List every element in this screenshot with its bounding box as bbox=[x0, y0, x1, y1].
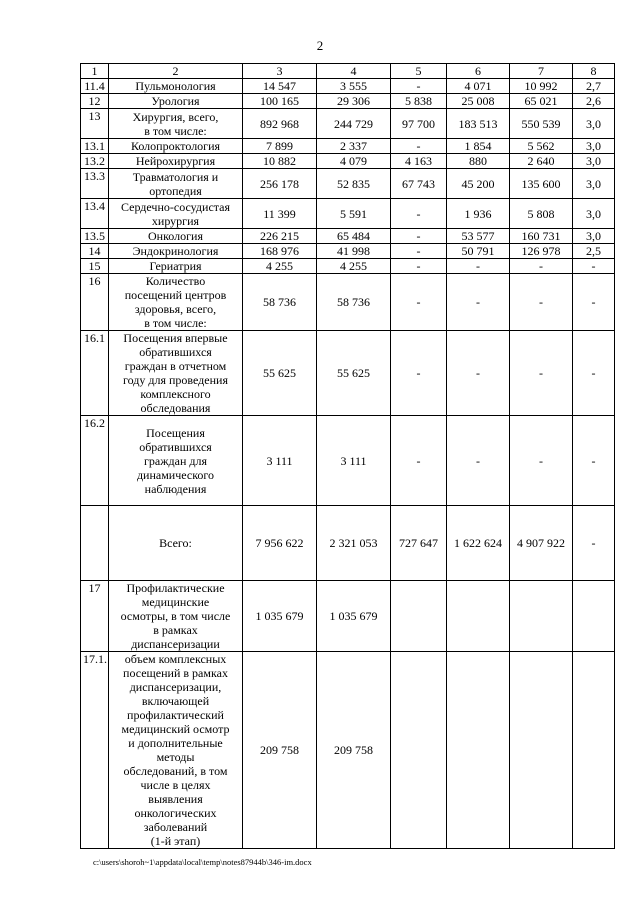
row-number-cell: 16 bbox=[81, 274, 109, 331]
value-cell: - bbox=[391, 244, 447, 259]
row-label-cell: Посещения впервые обратившихся граждан в отчетном году для проведения комплексного обследования bbox=[109, 331, 243, 416]
value-cell: 3,0 bbox=[573, 154, 615, 169]
row-number-cell: 17.1. bbox=[81, 652, 109, 849]
row-number-cell: 13.1 bbox=[81, 139, 109, 154]
row-label-cell: Колопроктология bbox=[109, 139, 243, 154]
value-cell: - bbox=[573, 274, 615, 331]
value-cell: - bbox=[573, 259, 615, 274]
row-number-cell: 12 bbox=[81, 94, 109, 109]
value-cell: 4 255 bbox=[243, 259, 317, 274]
value-cell: 3,0 bbox=[573, 169, 615, 199]
value-cell: 160 731 bbox=[510, 229, 573, 244]
value-cell: 2 640 bbox=[510, 154, 573, 169]
value-cell: 53 577 bbox=[447, 229, 510, 244]
table-row bbox=[81, 274, 615, 331]
value-cell: 2 337 bbox=[317, 139, 391, 154]
header-cell: 6 bbox=[447, 64, 510, 79]
value-cell: 14 547 bbox=[243, 79, 317, 94]
table-row bbox=[81, 652, 615, 849]
header-cell: 5 bbox=[391, 64, 447, 79]
value-cell: 4 079 bbox=[317, 154, 391, 169]
row-number-cell: 13.2 bbox=[81, 154, 109, 169]
table-header-row bbox=[81, 64, 615, 79]
value-cell: - bbox=[573, 416, 615, 506]
header-cell: 1 bbox=[81, 64, 109, 79]
value-cell: 4 907 922 bbox=[510, 506, 573, 581]
row-number-cell bbox=[81, 506, 109, 581]
value-cell: 168 976 bbox=[243, 244, 317, 259]
value-cell: 4 071 bbox=[447, 79, 510, 94]
page-number: 2 bbox=[316, 38, 324, 53]
value-cell: 65 021 bbox=[510, 94, 573, 109]
value-cell: 226 215 bbox=[243, 229, 317, 244]
header-cell: 8 bbox=[573, 64, 615, 79]
value-cell: 3 555 bbox=[317, 79, 391, 94]
value-cell bbox=[447, 652, 510, 849]
value-cell: 3,0 bbox=[573, 109, 615, 139]
table-row bbox=[81, 229, 615, 244]
row-number-cell: 17 bbox=[81, 581, 109, 652]
row-number-cell: 14 bbox=[81, 244, 109, 259]
value-cell bbox=[573, 581, 615, 652]
value-cell: 55 625 bbox=[243, 331, 317, 416]
row-label-cell: Нейрохирургия bbox=[109, 154, 243, 169]
value-cell: 727 647 bbox=[391, 506, 447, 581]
table-row bbox=[81, 154, 615, 169]
value-cell: 2 321 053 bbox=[317, 506, 391, 581]
value-cell: 4 163 bbox=[391, 154, 447, 169]
value-cell: 3,0 bbox=[573, 139, 615, 154]
value-cell bbox=[391, 581, 447, 652]
table-row bbox=[81, 139, 615, 154]
value-cell: 55 625 bbox=[317, 331, 391, 416]
value-cell: 2,5 bbox=[573, 244, 615, 259]
value-cell: - bbox=[510, 259, 573, 274]
row-number-cell: 16.2 bbox=[81, 416, 109, 506]
value-cell: - bbox=[447, 416, 510, 506]
row-label-cell: Хирургия, всего, в том числе: bbox=[109, 109, 243, 139]
value-cell: - bbox=[447, 274, 510, 331]
value-cell: 209 758 bbox=[243, 652, 317, 849]
value-cell: 244 729 bbox=[317, 109, 391, 139]
value-cell bbox=[447, 581, 510, 652]
value-cell bbox=[391, 652, 447, 849]
value-cell: 52 835 bbox=[317, 169, 391, 199]
row-number-cell: 13.3 bbox=[81, 169, 109, 199]
row-label-cell: Всего: bbox=[109, 506, 243, 581]
value-cell bbox=[510, 581, 573, 652]
value-cell: 1 035 679 bbox=[317, 581, 391, 652]
header-cell: 4 bbox=[317, 64, 391, 79]
value-cell: 11 399 bbox=[243, 199, 317, 229]
value-cell: - bbox=[573, 506, 615, 581]
header-cell: 3 bbox=[243, 64, 317, 79]
value-cell: 5 562 bbox=[510, 139, 573, 154]
row-label-cell: Эндокринология bbox=[109, 244, 243, 259]
value-cell: 45 200 bbox=[447, 169, 510, 199]
value-cell: 3 111 bbox=[317, 416, 391, 506]
value-cell: - bbox=[447, 331, 510, 416]
value-cell: 1 035 679 bbox=[243, 581, 317, 652]
value-cell: 67 743 bbox=[391, 169, 447, 199]
value-cell: 5 808 bbox=[510, 199, 573, 229]
table-row bbox=[81, 109, 615, 139]
value-cell: 58 736 bbox=[317, 274, 391, 331]
header-cell: 2 bbox=[109, 64, 243, 79]
table-row bbox=[81, 581, 615, 652]
value-cell: 2,7 bbox=[573, 79, 615, 94]
value-cell: 25 008 bbox=[447, 94, 510, 109]
value-cell: 135 600 bbox=[510, 169, 573, 199]
value-cell: 3,0 bbox=[573, 229, 615, 244]
row-number-cell: 13.4 bbox=[81, 199, 109, 229]
value-cell: 2,6 bbox=[573, 94, 615, 109]
value-cell: - bbox=[510, 416, 573, 506]
row-label-cell: Количество посещений центров здоровья, всего, в том числе: bbox=[109, 274, 243, 331]
table-row bbox=[81, 79, 615, 94]
data-table bbox=[80, 63, 615, 849]
value-cell: 29 306 bbox=[317, 94, 391, 109]
value-cell: 880 bbox=[447, 154, 510, 169]
table-row bbox=[81, 169, 615, 199]
value-cell: 58 736 bbox=[243, 274, 317, 331]
value-cell: - bbox=[391, 199, 447, 229]
row-number-cell: 13 bbox=[81, 109, 109, 139]
value-cell: 550 539 bbox=[510, 109, 573, 139]
row-label-cell: Травматология и ортопедия bbox=[109, 169, 243, 199]
value-cell: 1 936 bbox=[447, 199, 510, 229]
value-cell: 50 791 bbox=[447, 244, 510, 259]
value-cell bbox=[573, 652, 615, 849]
table-row bbox=[81, 416, 615, 506]
row-label-cell: Онкология bbox=[109, 229, 243, 244]
row-label-cell: Сердечно-сосудистая хирургия bbox=[109, 199, 243, 229]
header-cell: 7 bbox=[510, 64, 573, 79]
value-cell: 97 700 bbox=[391, 109, 447, 139]
value-cell: - bbox=[391, 331, 447, 416]
value-cell: - bbox=[391, 274, 447, 331]
value-cell bbox=[510, 652, 573, 849]
value-cell: 10 992 bbox=[510, 79, 573, 94]
value-cell: - bbox=[510, 331, 573, 416]
row-label-cell: Гериатрия bbox=[109, 259, 243, 274]
value-cell: 183 513 bbox=[447, 109, 510, 139]
value-cell: - bbox=[391, 79, 447, 94]
table-row bbox=[81, 244, 615, 259]
value-cell: 100 165 bbox=[243, 94, 317, 109]
value-cell: 5 838 bbox=[391, 94, 447, 109]
table-row bbox=[81, 199, 615, 229]
value-cell: 7 956 622 bbox=[243, 506, 317, 581]
value-cell: 10 882 bbox=[243, 154, 317, 169]
value-cell: - bbox=[391, 416, 447, 506]
value-cell: 256 178 bbox=[243, 169, 317, 199]
row-label-cell: Профилактические медицинские осмотры, в том числе в рамках диспансеризации bbox=[109, 581, 243, 652]
value-cell: - bbox=[447, 259, 510, 274]
row-number-cell: 15 bbox=[81, 259, 109, 274]
row-number-cell: 13.5 bbox=[81, 229, 109, 244]
value-cell: 3,0 bbox=[573, 199, 615, 229]
row-label-cell: Пульмонология bbox=[109, 79, 243, 94]
value-cell: 209 758 bbox=[317, 652, 391, 849]
row-number-cell: 16.1 bbox=[81, 331, 109, 416]
row-number-cell: 11.4 bbox=[81, 79, 109, 94]
value-cell: 4 255 bbox=[317, 259, 391, 274]
file-path-footer: c:\users\shoroh~1\appdata\local\temp\notes87944b\346-im.docx bbox=[93, 857, 312, 867]
value-cell: 1 854 bbox=[447, 139, 510, 154]
value-cell: 41 998 bbox=[317, 244, 391, 259]
value-cell: - bbox=[573, 331, 615, 416]
value-cell: 3 111 bbox=[243, 416, 317, 506]
table-row bbox=[81, 259, 615, 274]
value-cell: 892 968 bbox=[243, 109, 317, 139]
row-label-cell: Урология bbox=[109, 94, 243, 109]
value-cell: 1 622 624 bbox=[447, 506, 510, 581]
value-cell: - bbox=[391, 259, 447, 274]
value-cell: 7 899 bbox=[243, 139, 317, 154]
table-row bbox=[81, 506, 615, 581]
value-cell: - bbox=[510, 274, 573, 331]
table-row bbox=[81, 94, 615, 109]
row-label-cell: объем комплексных посещений в рамках диспансеризации, включающей профилактический медицинский осмотр и дополнительные методы обследований, в том числе в целях выявления онкологических заболеваний (1-й этап) bbox=[109, 652, 243, 849]
row-label-cell: Посещения обратившихся граждан для динамического наблюдения bbox=[109, 416, 243, 506]
value-cell: 5 591 bbox=[317, 199, 391, 229]
value-cell: 65 484 bbox=[317, 229, 391, 244]
table-row bbox=[81, 331, 615, 416]
value-cell: - bbox=[391, 139, 447, 154]
value-cell: - bbox=[391, 229, 447, 244]
value-cell: 126 978 bbox=[510, 244, 573, 259]
